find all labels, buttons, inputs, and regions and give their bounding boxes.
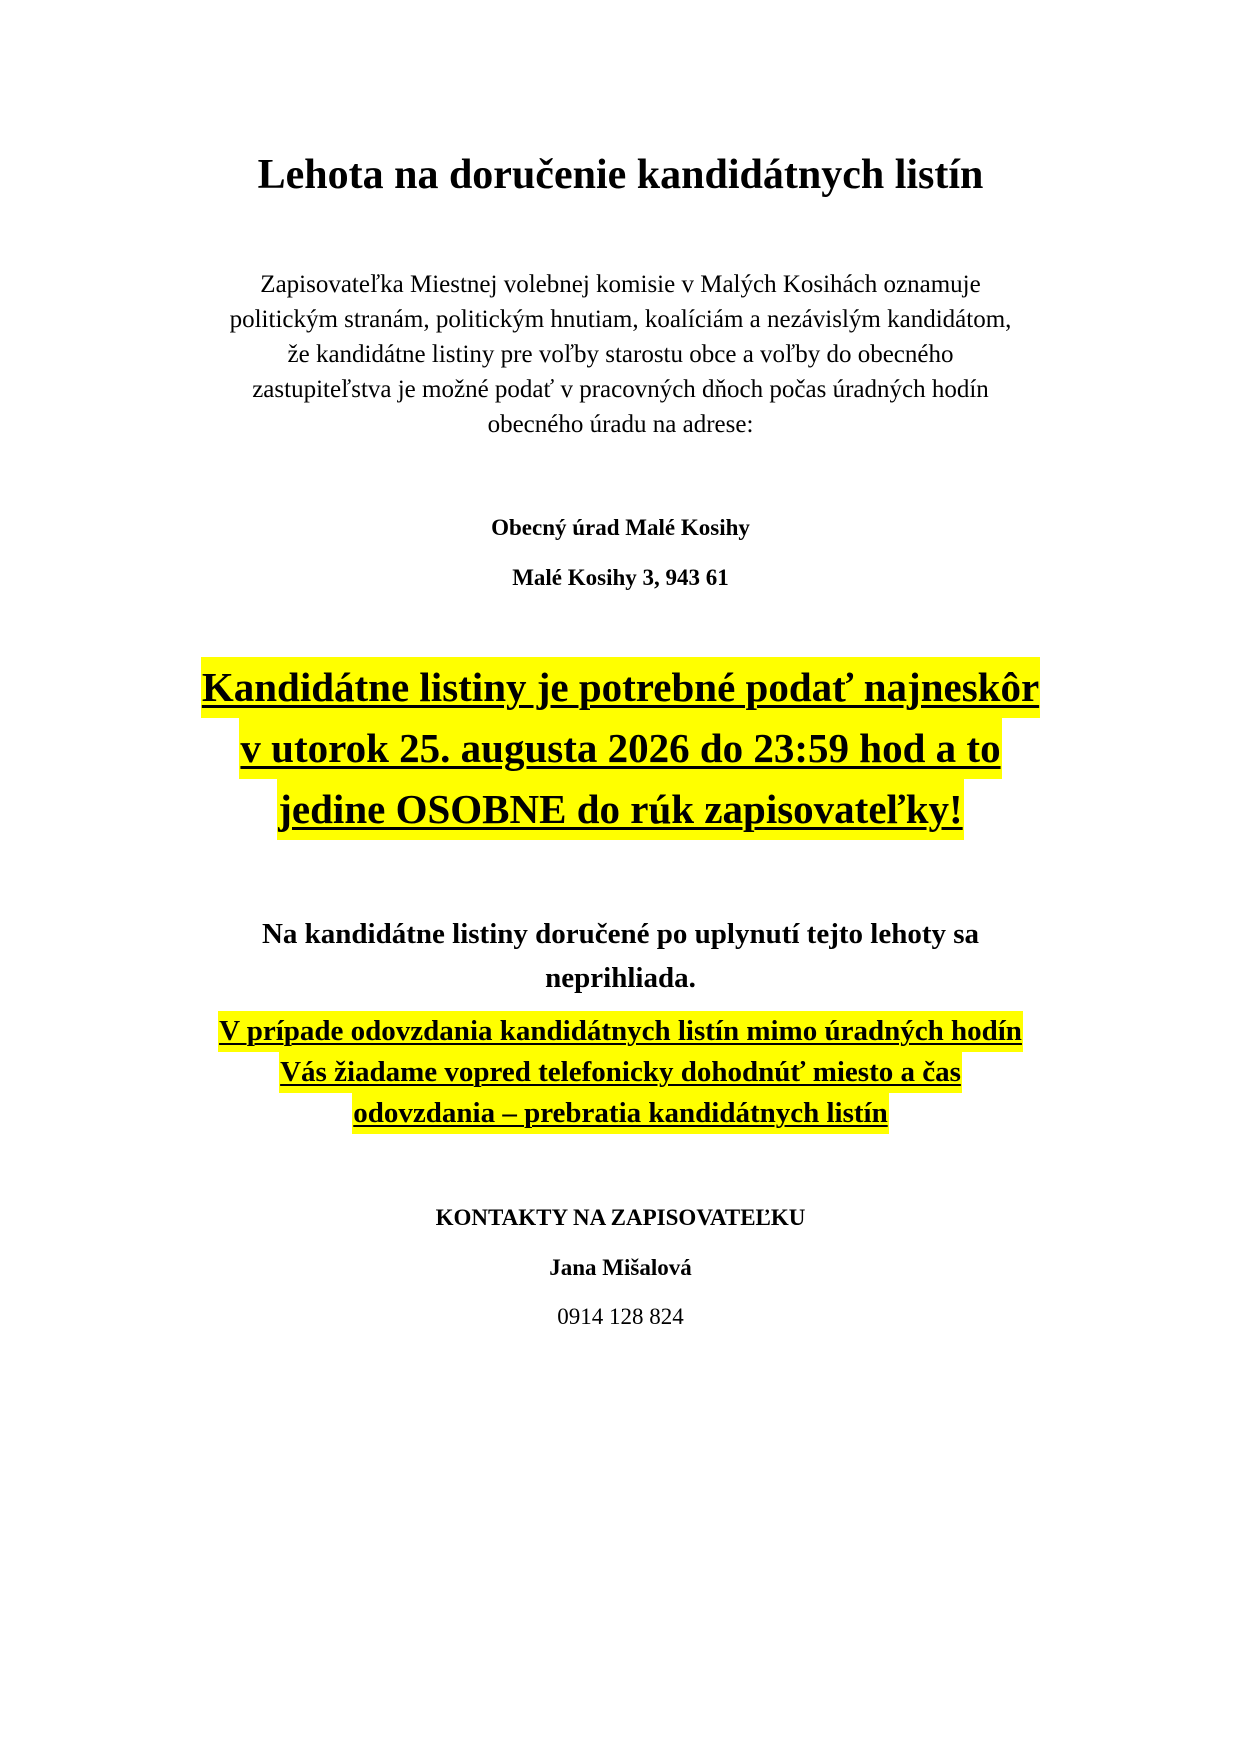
address-street: Malé Kosihy 3, 943 61 [512, 565, 729, 590]
deadline-line: Kandidátne listiny je potrebné podať najneskôr [201, 657, 1040, 718]
contact-phone: 0914 128 824 [557, 1304, 684, 1329]
address-office: Obecný úrad Malé Kosihy [491, 515, 750, 540]
after-hours-request [0, 1011, 1241, 1134]
request-line: V prípade odovzdania kandidátnych listín mimo úradných hodín [218, 1011, 1023, 1052]
deadline-line: v utorok 25. augusta 2026 do 23:59 hod a to [239, 718, 1001, 779]
contact-name: Jana Mišalová [549, 1255, 692, 1280]
late-notice-line: neprihliada. [545, 962, 696, 994]
intro-line: obecného úradu na adrese: [487, 411, 754, 438]
request-line: Vás žiadame vopred telefonicky dohodnúť miesto a čas [279, 1052, 962, 1093]
intro-paragraph [0, 267, 1241, 442]
intro-line: zastupiteľstva je možné podať v pracovných dňoch počas úradných hodín [252, 376, 989, 403]
late-notice-line: Na kandidátne listiny doručené po uplynutí tejto lehoty sa [261, 918, 980, 950]
contacts-heading: KONTAKTY NA ZAPISOVATEĽKU [435, 1205, 806, 1230]
intro-line: že kandidátne listiny pre voľby starostu obce a voľby do obecného [287, 341, 954, 368]
request-line: odovzdania – prebratia kandidátnych listín [352, 1093, 888, 1134]
deadline-notice [0, 657, 1241, 840]
intro-line: politickým stranám, politickým hnutiam, koalíciám a nezávislým kandidátom, [229, 306, 1012, 333]
deadline-line: jedine OSOBNE do rúk zapisovateľky! [277, 779, 963, 840]
document-title: Lehota na doručenie kandidátnych listín [257, 152, 984, 198]
intro-line: Zapisovateľka Miestnej volebnej komisie v Malých Kosihách oznamuje [260, 271, 981, 298]
late-submission-notice [0, 912, 1241, 1000]
